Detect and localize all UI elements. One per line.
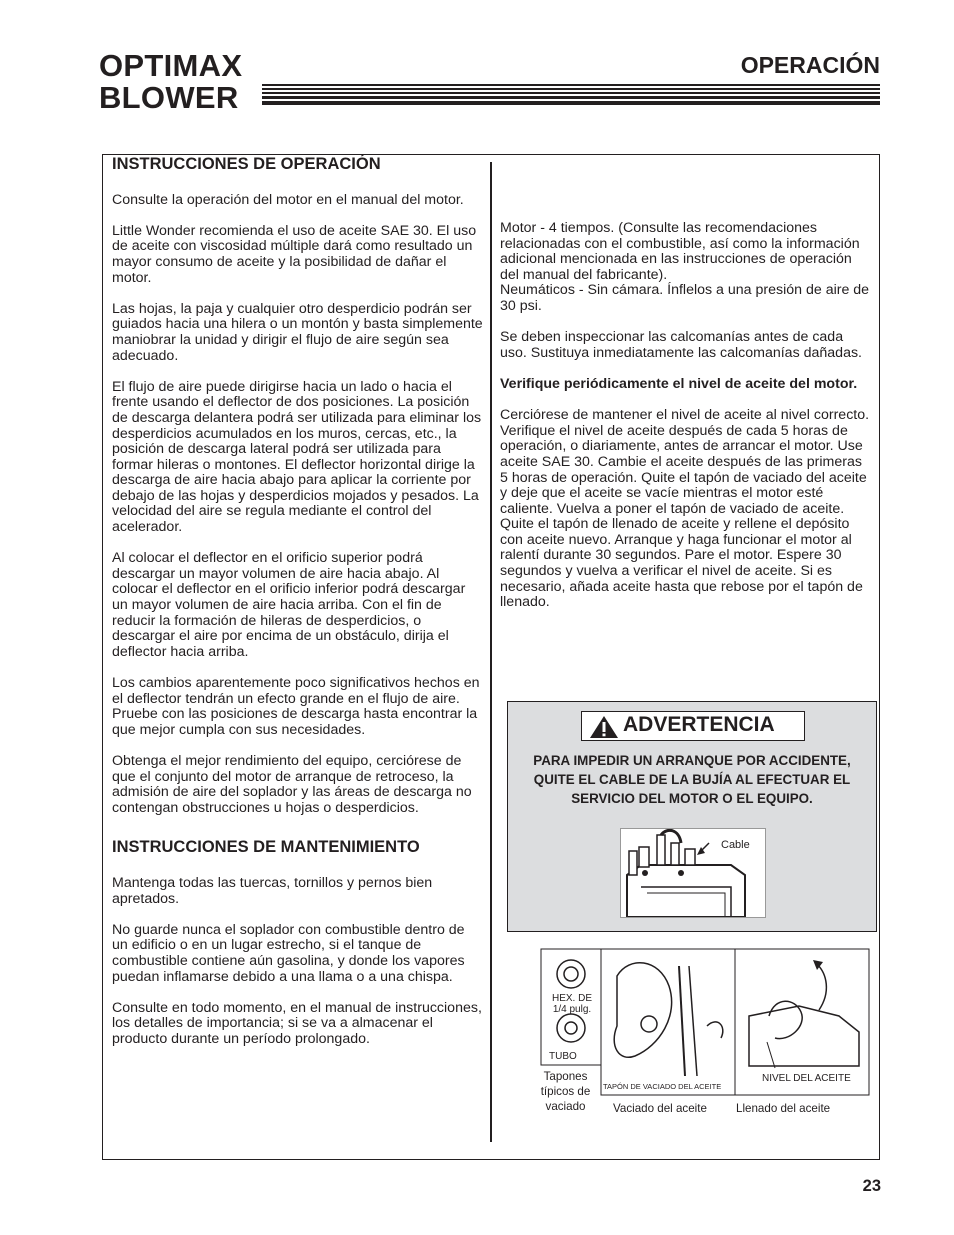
- right-column: [500, 221, 870, 626]
- operation-paragraph: Al colocar el deflector en el orificio superior podrá descargar un mayor volumen de aire hacia abajo. Al colocar el deflector en el orificio inferior podrá descargar un mayor volumen de aire hacia arriba. Con el fin de reducir la formación de hileras de desperdicios, o descargar el aire por encima de un obstáculo, dirija el deflector hacia arriba.: [112, 550, 466, 660]
- warning-triangle-icon: [589, 715, 619, 739]
- warning-box: [507, 701, 877, 932]
- left-column: [112, 157, 484, 1063]
- brand-line-1: OPTIMAX: [99, 48, 243, 83]
- brand-line-2: BLOWER: [99, 80, 239, 115]
- cable-label: Cable: [721, 839, 750, 851]
- warning-title-box: [581, 711, 805, 741]
- operation-heading: INSTRUCCIONES DE OPERACIÓN: [112, 155, 381, 173]
- operation-paragraph: Los cambios aparentemente poco significativos hechos en el deflector tendrán un efecto grande en el flujo de aire. Pruebe con las posiciones de descarga hasta encontrar la que mejor cumpla con sus necesidades.: [112, 675, 480, 738]
- maintenance-paragraph: Consulte en todo momento, en el manual de instrucciones, los detalles de importancia; si se va a almacenar el producto durante un período prolongado.: [112, 999, 482, 1047]
- drain-plug-label: TAPÓN DE VACIADO DEL ACEITE: [603, 1082, 722, 1091]
- oil-check-notice: Verifique periódicamente el nivel de aceite del motor.: [500, 375, 858, 392]
- maintenance-heading: INSTRUCCIONES DE MANTENIMIENTO: [112, 838, 420, 857]
- oil-paragraph: Cerciórese de mantener el nivel de aceite al nivel correcto. Verifique el nivel de aceite después de cada 5 horas de operación, o diariamente, antes de arrancar el motor. Use aceite SAE 30. Cambie el aceite después de las primeras 5 horas de operación. Quite el tapón de vaciado del aceite y deje que el aceite se vacíe mientras el motor esté caliente. Vuelva a poner el tapón de vaciado de aceite. Quite el tapón de llenado de aceite y rellene el depósito con aceite nuevo. Arranque y haga funcionar el motor al ralentí durante 30 segundos. Pare el motor. Espere 30 segundos y vuelva a verificar el nivel de aceite. Si es necesario, añada aceite hasta que rebose por el tapón de llenado.: [500, 407, 870, 611]
- operation-paragraph: Obtenga el mejor rendimiento del equipo, cerciórese de que el conjunto del motor de arranque de retroceso, la admisión de aire del soplador y las áreas de descarga no contengan obstrucciones u hojas o desperdicios.: [112, 752, 472, 816]
- page-number: 23: [862, 1177, 881, 1195]
- spark-plug-illustration: [620, 828, 766, 918]
- warning-line: QUITE EL CABLE DE LA BUJÍA AL EFECTUAR EL: [533, 772, 851, 787]
- brand-title: [99, 50, 242, 114]
- maintenance-paragraph: No guarde nunca el soplador con combustible dentro de un edificio o en un lugar estrecho, si el tanque de combustible contiene aún gasolina, y donde los vapores puedan inflamarse debido a una llama o a una chispa.: [112, 921, 465, 985]
- hex-label-line: HEX. DE: [551, 993, 592, 1004]
- drain-caption: Vaciado del aceite: [613, 1102, 707, 1115]
- warning-line: PARA IMPEDIR UN ARRANQUE POR ACCIDENTE,: [533, 753, 851, 768]
- drain-plugs-caption: [527, 1069, 604, 1114]
- column-divider: [490, 162, 492, 1142]
- operation-paragraph: Las hojas, la paja y cualquier otro desperdicio podrán ser guiados hacia una hilera o un montón y basta simplemente maniobrar la unidad y dirigir el flujo de aire según sea adecuado.: [112, 300, 483, 364]
- section-title: OPERACIÓN: [740, 52, 880, 78]
- caption-line: típicos de: [540, 1085, 591, 1098]
- warning-text: [508, 751, 876, 808]
- oil-level-label: NIVEL DEL ACEITE: [762, 1073, 851, 1084]
- operation-paragraph: Consulte la operación del motor en el manual del motor.: [112, 191, 464, 208]
- hex-label: [547, 993, 597, 1015]
- hex-label-line: 1/4 pulg.: [552, 1004, 592, 1015]
- caption-line: vaciado: [545, 1100, 586, 1113]
- warning-line: SERVICIO DEL MOTOR O EL EQUIPO.: [571, 791, 813, 806]
- tube-label: TUBO: [549, 1051, 577, 1062]
- warning-title: ADVERTENCIA: [623, 713, 775, 736]
- fill-caption: Llenado del aceite: [736, 1102, 831, 1115]
- motor-paragraph: Motor - 4 tiempos. (Consulte las recomendaciones relacionadas con el combustible, así como la información adicional mencionada en las instrucciones de operación del manual del fabricante).: [500, 220, 860, 283]
- tires-paragraph: Neumáticos - Sin cámara. Ínflelos a una presión de aire de 30 psi.: [500, 282, 870, 314]
- caption-line: Tapones: [543, 1070, 588, 1083]
- maintenance-paragraph: Mantenga todas las tuercas, tornillos y pernos bien apretados.: [112, 874, 433, 907]
- operation-paragraph: Little Wonder recomienda el uso de aceite SAE 30. El uso de aceite con viscosidad múltiple dará como resultado un mayor consumo de aceite y la posibilidad de dañar el motor.: [112, 222, 477, 286]
- operation-paragraph: El flujo de aire puede dirigirse hacia un lado o hacia el frente usando el deflector de dos posiciones. La posición de descarga delantera podrá ser utilizada para eliminar los desperdicios acumulados en los muros, cercas, etc., la posición de descarga lateral podrá ser utilizada para formar hileras o montones. El deflector horizontal dirige la descarga de aire hacia abajo para aplicar la corriente por debajo de las hojas y desperdicios mojados y pesados. La velocidad del aire se regula mediante el control del acelerador.: [112, 378, 482, 536]
- decals-paragraph: Se deben inspeccionar las calcomanías antes de cada uso. Sustituya inmediatamente las calcomanías dañadas.: [500, 329, 862, 361]
- header-rules: [262, 84, 880, 107]
